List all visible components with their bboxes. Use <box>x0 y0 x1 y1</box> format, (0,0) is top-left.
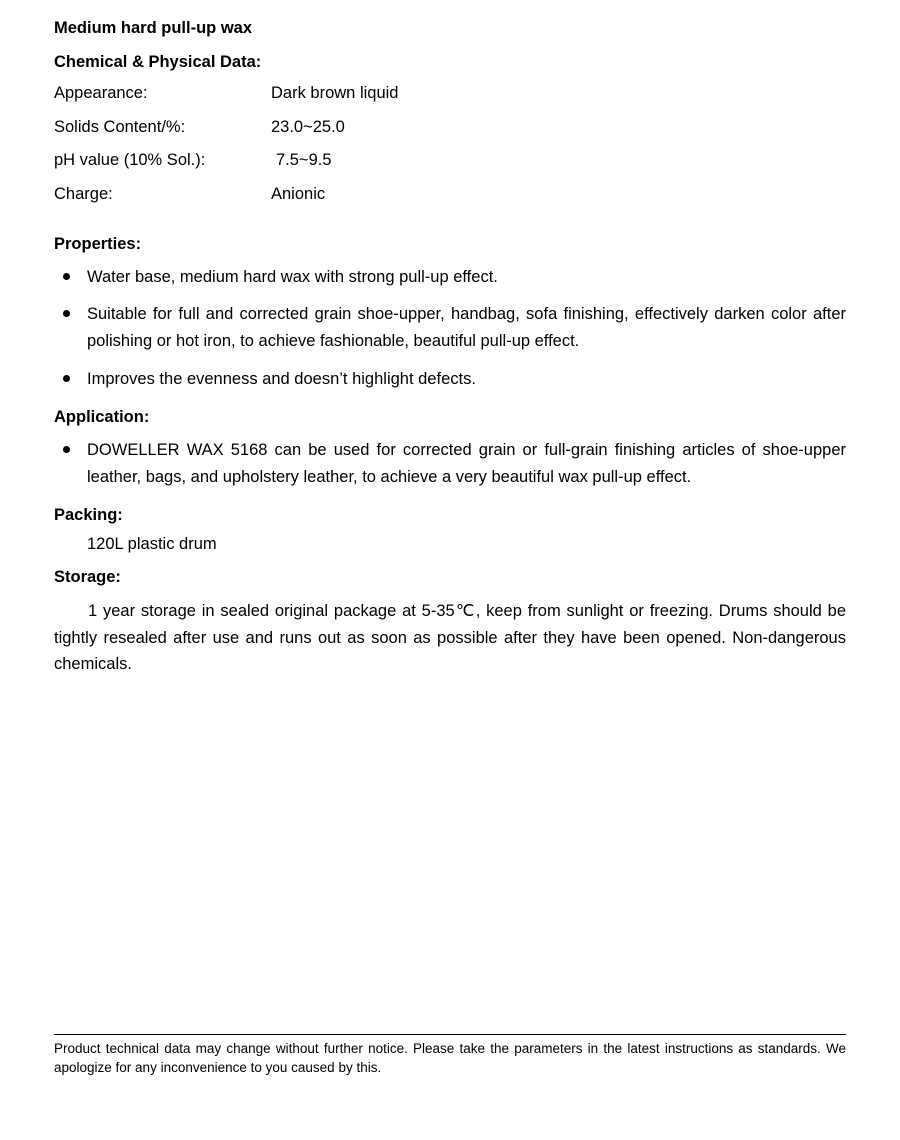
spec-table <box>54 85 846 219</box>
section-heading-chemical-physical: Chemical & Physical Data: <box>54 52 262 71</box>
list-item: Water base, medium hard wax with strong pull-up effect. <box>54 264 846 291</box>
table-row <box>54 186 846 220</box>
spec-value: 23.0~25.0 <box>271 117 345 136</box>
spec-value: Anionic <box>271 184 326 203</box>
properties-list <box>54 264 846 393</box>
footer-notice: Product technical data may change without further notice. Please take the parameters in the latest instructions as standards. We apologize for any inconvenience to you caused by this. <box>54 1040 846 1075</box>
footer-divider <box>54 1034 846 1035</box>
footer <box>54 1034 846 1077</box>
spec-label: Appearance: <box>54 84 148 102</box>
list-item: DOWELLER WAX 5168 can be used for corrected grain or full-grain finishing articles of shoe-upper leather, bags, and upholstery leather, to achieve a very beautiful wax pull-up effect. <box>54 437 846 490</box>
spec-value: Dark brown liquid <box>271 84 399 102</box>
storage-text <box>54 598 846 678</box>
list-item: Improves the evenness and doesn’t highlight defects. <box>54 366 846 393</box>
application-list <box>54 437 846 490</box>
page-title: Medium hard pull-up wax <box>54 19 253 37</box>
table-row <box>54 152 846 186</box>
section-heading-storage: Storage: <box>54 568 121 587</box>
section-heading-properties: Properties: <box>54 235 142 253</box>
spec-label: Solids Content/%: <box>54 117 186 136</box>
table-row <box>54 119 846 153</box>
storage-text-body: 1 year storage in sealed original package at 5-35℃, keep from sunlight or freezing. Drums should be tightly resealed after use and runs out as soon as possible after they have been opened. Non-dangerous chemicals. <box>54 601 846 674</box>
section-heading-application: Application: <box>54 408 150 427</box>
list-item: Suitable for full and corrected grain shoe-upper, handbag, sofa finishing, effectively darken color after polishing or hot iron, to achieve fashionable, beautiful pull-up effect. <box>54 301 846 354</box>
spec-label: Charge: <box>54 184 113 203</box>
packing-text: 120L plastic drum <box>87 534 217 553</box>
spec-label: pH value (10% Sol.): <box>54 151 206 169</box>
spec-value: 7.5~9.5 <box>276 151 332 169</box>
table-row <box>54 85 846 119</box>
section-heading-packing: Packing: <box>54 506 123 525</box>
